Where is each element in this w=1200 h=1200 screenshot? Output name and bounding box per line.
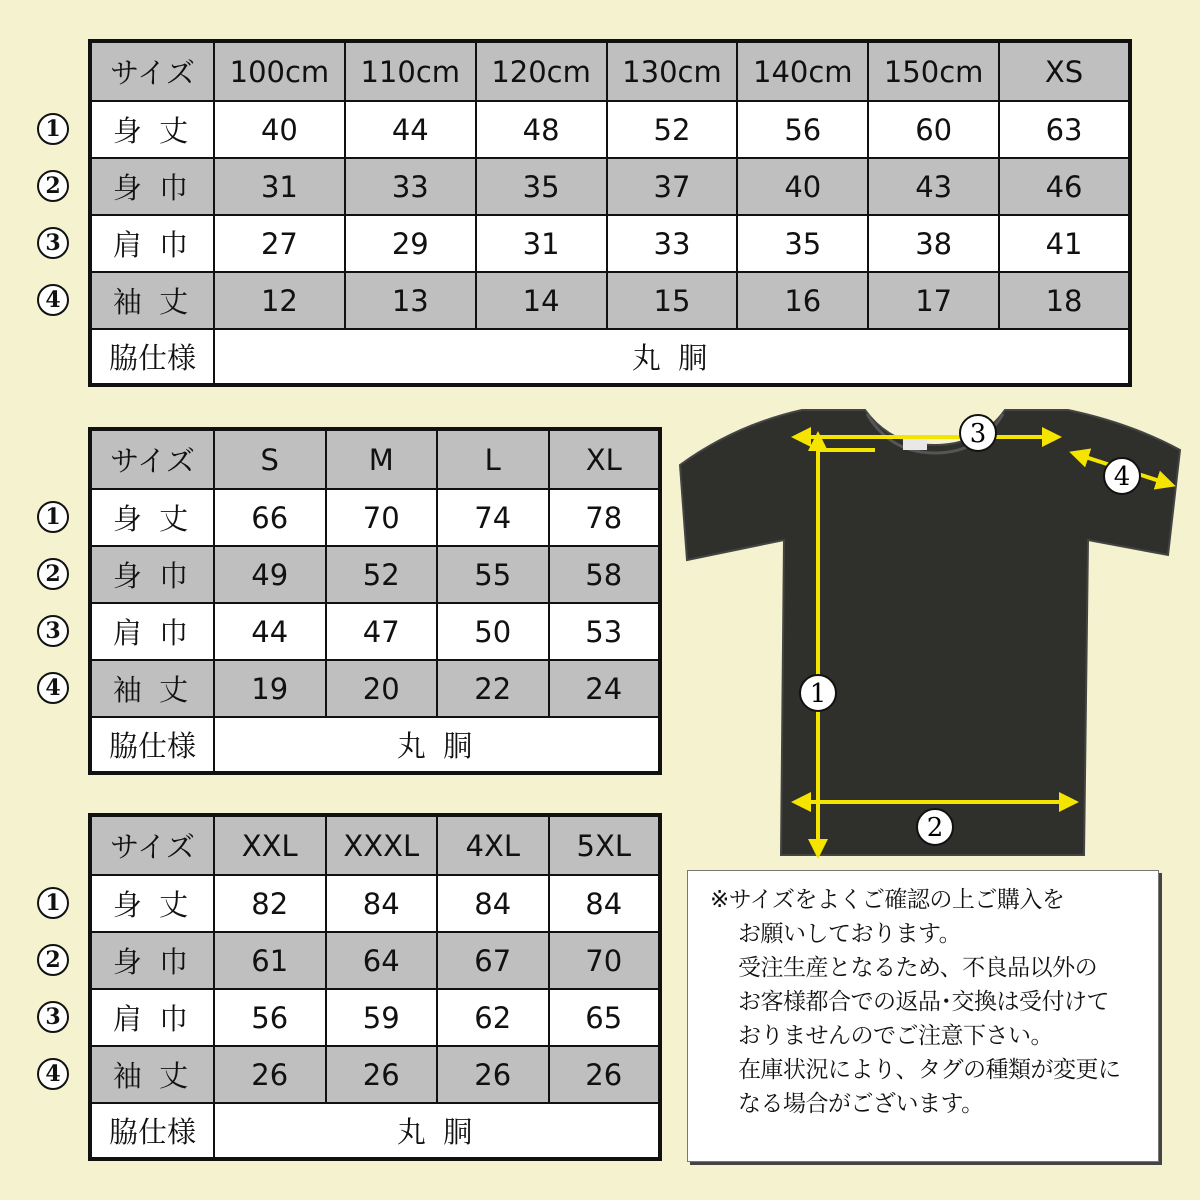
row-label: 袖 丈 [90,272,214,329]
label-width [917,809,953,845]
header-cell: 150cm [868,41,999,101]
value-cell: 56 [214,989,326,1046]
side-spec-label: 脇仕様 [90,1103,214,1159]
value-cell: 16 [737,272,868,329]
header-cell: 120cm [476,41,607,101]
header-cell: 130cm [607,41,738,101]
row-label: 袖 丈 [90,660,214,717]
svg-text:3: 3 [969,419,987,449]
size-table-kids [88,39,1132,387]
value-cell: 84 [549,875,661,932]
value-cell: 29 [345,215,476,272]
label-length [800,675,836,711]
table-row [90,272,1130,329]
notice-box [687,870,1159,1162]
value-cell: 26 [437,1046,549,1103]
side-spec-value: 丸 胴 [214,329,1130,385]
row-label: 身 巾 [90,932,214,989]
value-cell: 33 [345,158,476,215]
value-cell: 56 [737,101,868,158]
value-cell: 40 [737,158,868,215]
row-label: 身 丈 [90,489,214,546]
marker-4: 4 [37,284,69,316]
notice-line: 在庫状況により、タグの種類が変更に [738,1057,1121,1083]
size-table-large [88,813,662,1161]
table-header-row [90,815,660,875]
notice-line: お客様都合での返品･交換は受付けて [738,989,1109,1015]
svg-text:1: 1 [809,679,827,709]
header-cell: サイズ [90,41,214,101]
value-cell: 78 [549,489,661,546]
marker-3: 3 [37,227,69,259]
value-cell: 70 [326,489,438,546]
table-row [90,603,660,660]
value-cell: 41 [999,215,1130,272]
table-row [90,989,660,1046]
header-cell: M [326,429,438,489]
table-row [90,546,660,603]
table-header-row [90,429,660,489]
header-cell: 140cm [737,41,868,101]
value-cell: 35 [476,158,607,215]
header-cell: 100cm [214,41,345,101]
table-row [90,101,1130,158]
value-cell: 47 [326,603,438,660]
value-cell: 31 [476,215,607,272]
notice-line: お願いしております。 [738,921,962,947]
side-spec-label: 脇仕様 [90,717,214,773]
label-sleeve [1104,458,1140,494]
size-table-adult [88,427,662,775]
value-cell: 26 [326,1046,438,1103]
value-cell: 64 [326,932,438,989]
header-cell: サイズ [90,815,214,875]
table-row [90,489,660,546]
value-cell: 66 [214,489,326,546]
svg-text:4: 4 [1113,462,1131,492]
value-cell: 26 [549,1046,661,1103]
value-cell: 48 [476,101,607,158]
value-cell: 55 [437,546,549,603]
value-cell: 58 [549,546,661,603]
header-cell: 4XL [437,815,549,875]
value-cell: 40 [214,101,345,158]
value-cell: 46 [999,158,1130,215]
tshirt-measurement-diagram [675,405,1195,865]
marker-4: 4 [37,1058,69,1090]
table-row [90,329,1130,385]
row-label: 肩 巾 [90,603,214,660]
table-row [90,660,660,717]
value-cell: 74 [437,489,549,546]
table-row [90,932,660,989]
marker-2: 2 [37,944,69,976]
marker-3: 3 [37,1001,69,1033]
value-cell: 31 [214,158,345,215]
row-label: 身 巾 [90,546,214,603]
value-cell: 44 [214,603,326,660]
value-cell: 70 [549,932,661,989]
header-cell: サイズ [90,429,214,489]
table-row [90,1046,660,1103]
value-cell: 15 [607,272,738,329]
value-cell: 50 [437,603,549,660]
value-cell: 38 [868,215,999,272]
marker-1: 1 [37,887,69,919]
table-row [90,875,660,932]
row-label: 肩 巾 [90,215,214,272]
value-cell: 62 [437,989,549,1046]
header-cell: S [214,429,326,489]
marker-1: 1 [37,501,69,533]
marker-2: 2 [37,558,69,590]
value-cell: 27 [214,215,345,272]
value-cell: 44 [345,101,476,158]
value-cell: 20 [326,660,438,717]
notice-line: ※サイズをよくご確認の上ご購入を [710,887,1065,913]
marker-1: 1 [37,113,69,145]
side-spec-value: 丸 胴 [214,1103,660,1159]
row-label: 肩 巾 [90,989,214,1046]
value-cell: 60 [868,101,999,158]
value-cell: 67 [437,932,549,989]
header-cell: XXL [214,815,326,875]
notice-line: なる場合がございます。 [738,1091,984,1117]
value-cell: 53 [549,603,661,660]
row-label: 身 巾 [90,158,214,215]
svg-text:2: 2 [926,813,944,843]
value-cell: 35 [737,215,868,272]
side-spec-label: 脇仕様 [90,329,214,385]
value-cell: 12 [214,272,345,329]
header-cell: XS [999,41,1130,101]
notice-line: おりませんのでご注意下さい。 [738,1023,1053,1049]
header-cell: XXXL [326,815,438,875]
table-row [90,1103,660,1159]
value-cell: 22 [437,660,549,717]
header-cell: L [437,429,549,489]
marker-2: 2 [37,170,69,202]
value-cell: 18 [999,272,1130,329]
table-header-row [90,41,1130,101]
header-cell: 110cm [345,41,476,101]
value-cell: 19 [214,660,326,717]
value-cell: 24 [549,660,661,717]
value-cell: 17 [868,272,999,329]
header-cell: 5XL [549,815,661,875]
value-cell: 14 [476,272,607,329]
value-cell: 84 [437,875,549,932]
side-spec-value: 丸 胴 [214,717,660,773]
row-label: 身 丈 [90,101,214,158]
marker-4: 4 [37,672,69,704]
value-cell: 26 [214,1046,326,1103]
value-cell: 52 [607,101,738,158]
label-shoulder [960,415,996,451]
header-cell: XL [549,429,661,489]
value-cell: 63 [999,101,1130,158]
value-cell: 65 [549,989,661,1046]
value-cell: 37 [607,158,738,215]
value-cell: 33 [607,215,738,272]
table-row [90,215,1130,272]
row-label: 袖 丈 [90,1046,214,1103]
value-cell: 84 [326,875,438,932]
table-row [90,717,660,773]
value-cell: 59 [326,989,438,1046]
row-label: 身 丈 [90,875,214,932]
table-row [90,158,1130,215]
value-cell: 82 [214,875,326,932]
value-cell: 13 [345,272,476,329]
value-cell: 61 [214,932,326,989]
value-cell: 52 [326,546,438,603]
value-cell: 49 [214,546,326,603]
neck-tag [903,438,927,450]
value-cell: 43 [868,158,999,215]
marker-3: 3 [37,615,69,647]
notice-line: 受注生産となるため、不良品以外の [738,955,1098,981]
